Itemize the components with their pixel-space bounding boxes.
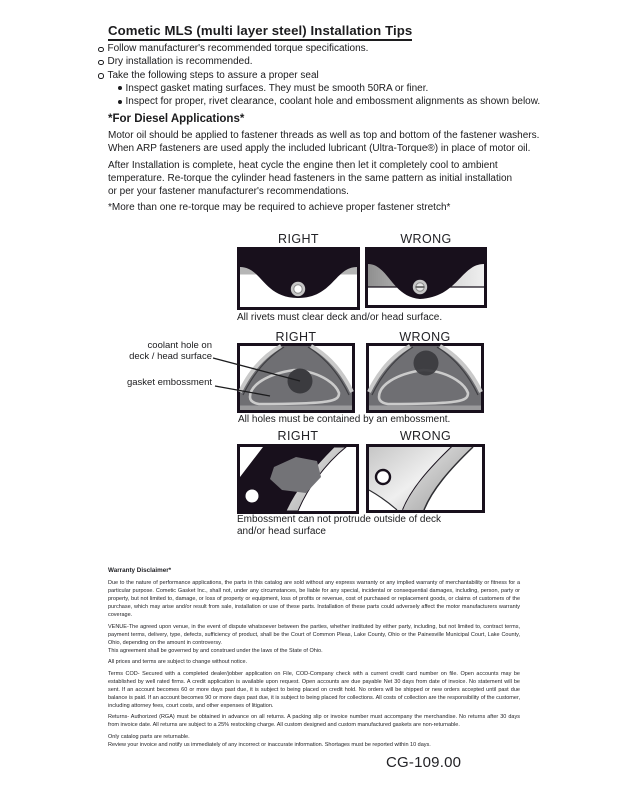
sub-bullet-item — [98, 95, 540, 108]
diagram3-caption: Embossment can not protrude outside of deck and/or head surface — [237, 514, 442, 537]
diagram3-right-label: RIGHT — [277, 429, 319, 443]
diagram1-right-panel — [237, 247, 360, 310]
diagram2-right-panel — [237, 343, 355, 413]
open-circle-bullet-icon — [98, 47, 104, 53]
review-invoice-line: Review your invoice and notify us immediately of any incorrect or inaccurate information. Shortages must be reported within 10 days. — [108, 741, 431, 748]
diesel-retorque-note: *More than one re-torque may be required to achieve proper fastener stretch* — [108, 202, 451, 213]
filled-dot-bullet-icon — [118, 86, 122, 90]
diesel-paragraph-2 — [108, 159, 512, 198]
diagram3-wrong-panel — [366, 444, 485, 513]
gasket-embossment-label: gasket embossment — [126, 377, 212, 388]
diagram3-right-panel — [237, 444, 359, 514]
coolant-hole — [414, 351, 439, 376]
governing-law-line: This agreement shall be governed by and construed under the laws of the State of Ohio. — [108, 647, 323, 654]
sub-bullet-text: Inspect gasket mating surfaces. They must be smooth 50RA or finer. — [125, 82, 429, 94]
open-circle-bullet-icon — [98, 60, 104, 66]
bullet-list — [98, 42, 540, 108]
paragraph-line: temperature. Re-torque the cylinder head fasteners in the same pattern as initial installation — [108, 173, 513, 184]
filled-dot-bullet-icon — [118, 100, 122, 104]
bullet-text: Follow manufacturer's recommended torque specifications. — [107, 43, 369, 54]
diagram1-right-label: RIGHT — [278, 232, 319, 246]
diesel-paragraph-1 — [108, 129, 539, 155]
paragraph-line: When ARP fasteners are used apply the included lubricant (Ultra-Torque®) in place of motor oil. — [108, 143, 531, 154]
coolant-hole-label: coolant hole on deck / head surface — [129, 340, 212, 362]
diagram1-caption: All rivets must clear deck and/or head surface. — [237, 312, 443, 323]
diesel-section-heading: *For Diesel Applications* — [108, 113, 245, 125]
bullet-item — [98, 42, 540, 55]
prices-terms-line: All prices and terms are subject to change without notice. — [108, 659, 248, 665]
paragraph-line: or per your fastener manufacturer's recommendations. — [108, 186, 349, 197]
catalog-parts-line: Only catalog parts are returnable. — [108, 733, 190, 740]
diagram2-right-label: RIGHT — [275, 330, 317, 344]
bullet-text: Take the following steps to assure a proper seal — [107, 69, 319, 81]
returns-paragraph: Returns- Authorized (RGA) must be obtained in advance on all returns. A packing slip or invoice number must accompany the merchandise. No returns after 30 days from invoice date. All returns are subject to a 25% restocking charge. All custom designed and custom manufactured gaskets are non-returnable. — [108, 714, 520, 728]
terms-cod-paragraph: Terms COD- Secured with a completed dealer/jobber application on File, COD-Company check with a current credit card number on file. Open accounts may be established by well rated firms. A credit application is available upon request. Open accounts are due payable Net 30 days from date of invoice. No statement will be sent. If an account becomes 60 or more days past due, it is subject to being placed on credit hold. No orders will be shipped or new orders accepted until past due balance is paid. If an account becomes 90 or more days past due, it is subject to being placed for collections. All costs of collection are the responsibility of the customer, including attorney fees, court costs, and other expenses of litigation. — [108, 670, 520, 709]
bolt-hole — [246, 490, 259, 503]
bullet-item — [98, 55, 540, 68]
page-title: Cometic MLS (multi layer steel) Installation Tips — [108, 23, 412, 41]
diagram2-wrong-label: WRONG — [399, 330, 451, 344]
open-circle-bullet-icon — [98, 73, 104, 79]
sub-bullet-text: Inspect for proper, rivet clearance, coolant hole and embossment alignments as shown below. — [125, 96, 541, 108]
bullet-text: Dry installation is recommended. — [107, 56, 253, 68]
venue-paragraph: VENUE-The agreed upon venue, in the event of dispute whatsoever between the parties, whether instituted by either party, including, but not limited to, contract terms, payment terms, delivery, type, defects, sufficiency of product, shall be the Court of Common Pleas, Lake County, Ohio or the Painesville Municipal Court, Lake County, Ohio, depending on the amount in controversy. — [108, 623, 520, 646]
paragraph-line: After Installation is complete, heat cycle the engine then let it completely cool to ambient — [108, 160, 498, 171]
sub-bullet-item — [98, 82, 540, 95]
diagram1-wrong-panel — [365, 247, 487, 308]
diagram1-wrong-label: WRONG — [400, 232, 452, 246]
diagram3-wrong-label: WRONG — [399, 429, 452, 443]
paragraph-line: Motor oil should be applied to fastener threads as well as top and bottom of the fastener washers. — [108, 130, 540, 141]
diagram2-caption: All holes must be contained by an embossment. — [238, 414, 451, 425]
diagram2-wrong-panel — [366, 343, 484, 413]
bullet-item — [98, 69, 540, 82]
bolt-hole — [376, 470, 390, 484]
page-code: CG-109.00 — [386, 754, 462, 771]
warranty-paragraph: Due to the nature of performance applications, the parts in this catalog are sold without any express warranty or any implied warranty of merchantability or fitness for a particular purpose. Cometic Gasket Inc., shall not, under any circumstances, be liable for any special, incidental or consequential damages, including, person, party or property, but not limited to, damage, or loss of property or equipment, loss of profits or revenue, cost of purchased or replacement goods, or claims of customers of the purchase, which may arise and/or result from sale, installation or use of these parts. Installation of these parts could adversely affect the motor manufacturers warranty coverage. — [108, 580, 520, 618]
warranty-disclaimer — [108, 567, 520, 752]
coolant-hole — [288, 369, 313, 394]
warranty-heading: Warranty Disclaimer* — [108, 567, 172, 574]
